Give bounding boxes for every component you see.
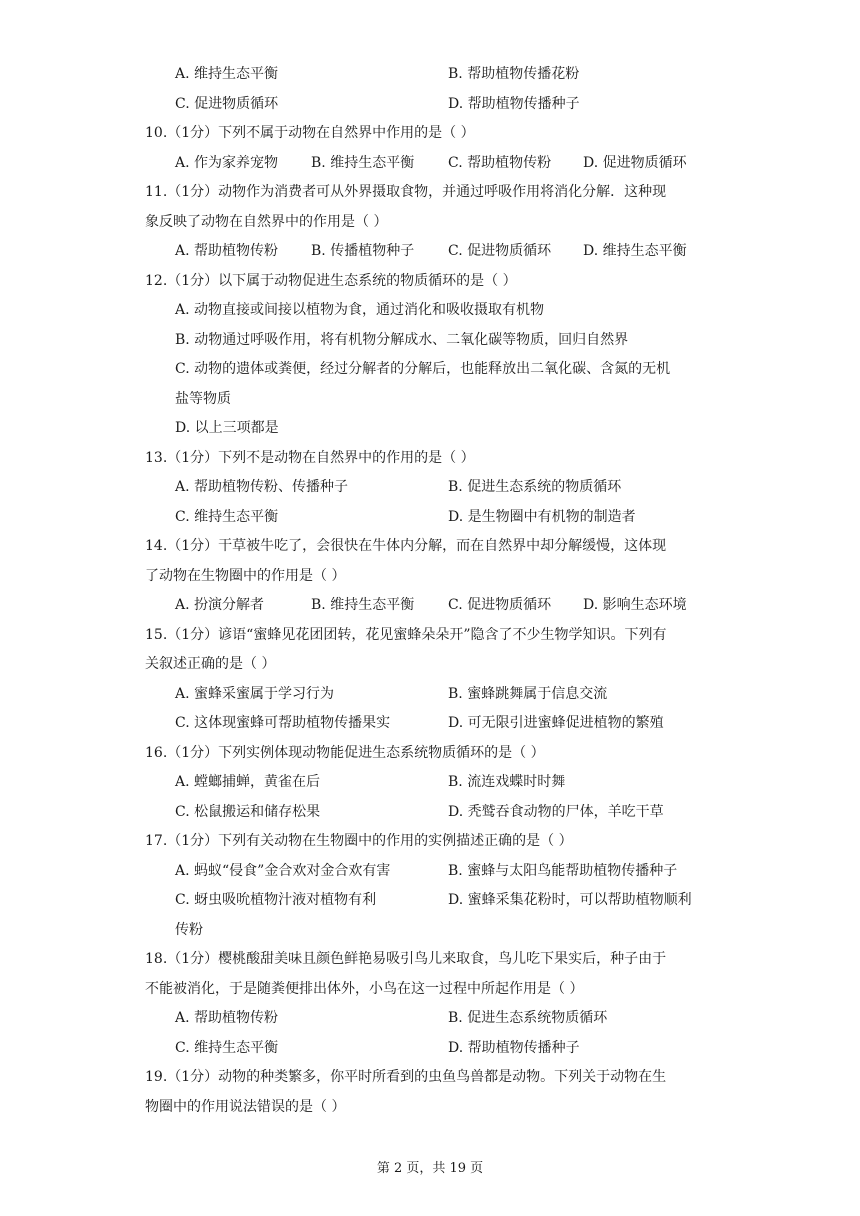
q13-option-c: C. 维持生态平衡 bbox=[175, 509, 279, 525]
q12-option-a: A. 动物直接或间接以植物为食，通过消化和吸收摄取有机物 bbox=[175, 302, 545, 318]
q17-option-b: B. 蜜蜂与太阳鸟能帮助植物传播种子 bbox=[448, 863, 678, 879]
q14-stem-line1: 14.（1分）干草被牛吃了，会很快在牛体内分解，而在自然界中却分解缓慢，这体现 bbox=[145, 538, 667, 554]
q16-stem: 16.（1分）下列实例体现动物能促进生态系统物质循环的是（ ） bbox=[145, 745, 545, 761]
q11-option-d: D. 维持生态平衡 bbox=[583, 243, 687, 259]
q11-stem-line1: 11.（1分）动物作为消费者可从外界摄取食物，并通过呼吸作用将消化分解．这种现 bbox=[145, 184, 667, 200]
q9-option-a: A. 维持生态平衡 bbox=[175, 66, 279, 82]
q18-option-a: A. 帮助植物传粉 bbox=[175, 1010, 279, 1026]
q16-option-b: B. 流连戏蝶时时舞 bbox=[448, 774, 566, 790]
q15-option-b: B. 蜜蜂跳舞属于信息交流 bbox=[448, 686, 608, 702]
q14-option-d: D. 影响生态环境 bbox=[583, 597, 687, 613]
q18-stem-line1: 18.（1分）樱桃酸甜美味且颜色鲜艳易吸引鸟儿来取食，鸟儿吃下果实后，种子由于 bbox=[145, 951, 667, 967]
q10-option-b: B. 维持生态平衡 bbox=[311, 155, 415, 171]
q14-option-c: C. 促进物质循环 bbox=[448, 597, 552, 613]
q13-option-b: B. 促进生态系统的物质循环 bbox=[448, 479, 622, 495]
q17-option-d-line2: 传粉 bbox=[175, 922, 203, 938]
q13-stem: 13.（1分）下列不是动物在自然界中的作用的是（ ） bbox=[145, 450, 475, 466]
q10-option-a: A. 作为家养宠物 bbox=[175, 155, 279, 171]
q9-option-c: C. 促进物质循环 bbox=[175, 96, 279, 112]
q14-stem-line2: 了动物在生物圈中的作用是（ ） bbox=[145, 568, 346, 584]
q12-option-c-line1: C. 动物的遗体或粪便，经过分解者的分解后，也能释放出二氧化碳、含氮的无机 bbox=[175, 361, 671, 377]
q13-option-a: A. 帮助植物传粉、传播种子 bbox=[175, 479, 349, 495]
q12-option-c-line2: 盐等物质 bbox=[175, 391, 231, 407]
q10-stem: 10.（1分）下列不属于动物在自然界中作用的是（ ） bbox=[145, 125, 475, 141]
q14-option-b: B. 维持生态平衡 bbox=[311, 597, 415, 613]
q9-option-d: D. 帮助植物传播种子 bbox=[448, 96, 580, 112]
q15-option-d: D. 可无限引进蜜蜂促进植物的繁殖 bbox=[448, 715, 664, 731]
q17-option-c: C. 蚜虫吸吮植物汁液对植物有利 bbox=[175, 892, 377, 908]
q11-option-b: B. 传播植物种子 bbox=[311, 243, 415, 259]
q15-stem-line1: 15.（1分）谚语“蜜蜂见花团团转，花见蜜蜂朵朵开”隐含了不少生物学知识。下列有 bbox=[145, 627, 667, 643]
q12-stem: 12.（1分）以下属于动物促进生态系统的物质循环的是（ ） bbox=[145, 273, 517, 289]
q13-option-d: D. 是生物圈中有机物的制造者 bbox=[448, 509, 636, 525]
q19-stem-line1: 19.（1分）动物的种类繁多，你平时所看到的虫鱼鸟兽都是动物。下列关于动物在生 bbox=[145, 1069, 667, 1085]
q12-option-b: B. 动物通过呼吸作用，将有机物分解成水、二氧化碳等物质，回归自然界 bbox=[175, 332, 629, 348]
q17-option-d-line1: D. 蜜蜂采集花粉时，可以帮助植物顺利 bbox=[448, 892, 692, 908]
q18-option-b: B. 促进生态系统物质循环 bbox=[448, 1010, 608, 1026]
q19-stem-line2: 物圈中的作用说法错误的是（ ） bbox=[145, 1099, 346, 1115]
q17-stem: 17.（1分）下列有关动物在生物圈中的作用的实例描述正确的是（ ） bbox=[145, 833, 573, 849]
page-footer: 第 2 页，共 19 页 bbox=[376, 1161, 484, 1176]
q15-option-c: C. 这体现蜜蜂可帮助植物传播果实 bbox=[175, 715, 391, 731]
q11-stem-line2: 象反映了动物在自然界中的作用是（ ） bbox=[145, 214, 388, 230]
q11-option-a: A. 帮助植物传粉 bbox=[175, 243, 279, 259]
q16-option-c: C. 松鼠搬运和储存松果 bbox=[175, 804, 321, 820]
q18-stem-line2: 不能被消化，于是随粪便排出体外，小鸟在这一过程中所起作用是（ ） bbox=[145, 981, 584, 997]
q16-option-d: D. 秃鹫吞食动物的尸体，羊吃干草 bbox=[448, 804, 664, 820]
q12-option-d: D. 以上三项都是 bbox=[175, 420, 279, 436]
q14-option-a: A. 扮演分解者 bbox=[175, 597, 265, 613]
q15-stem-line2: 关叙述正确的是（ ） bbox=[145, 656, 276, 672]
q15-option-a: A. 蜜蜂采蜜属于学习行为 bbox=[175, 686, 335, 702]
q10-option-d: D. 促进物质循环 bbox=[583, 155, 687, 171]
q18-option-d: D. 帮助植物传播种子 bbox=[448, 1040, 580, 1056]
q9-option-b: B. 帮助植物传播花粉 bbox=[448, 66, 580, 82]
q18-option-c: C. 维持生态平衡 bbox=[175, 1040, 279, 1056]
q10-option-c: C. 帮助植物传粉 bbox=[448, 155, 552, 171]
q11-option-c: C. 促进物质循环 bbox=[448, 243, 552, 259]
q16-option-a: A. 螳螂捕蝉，黄雀在后 bbox=[175, 774, 321, 790]
q17-option-a: A. 蚂蚁“侵食”金合欢对金合欢有害 bbox=[175, 863, 391, 879]
